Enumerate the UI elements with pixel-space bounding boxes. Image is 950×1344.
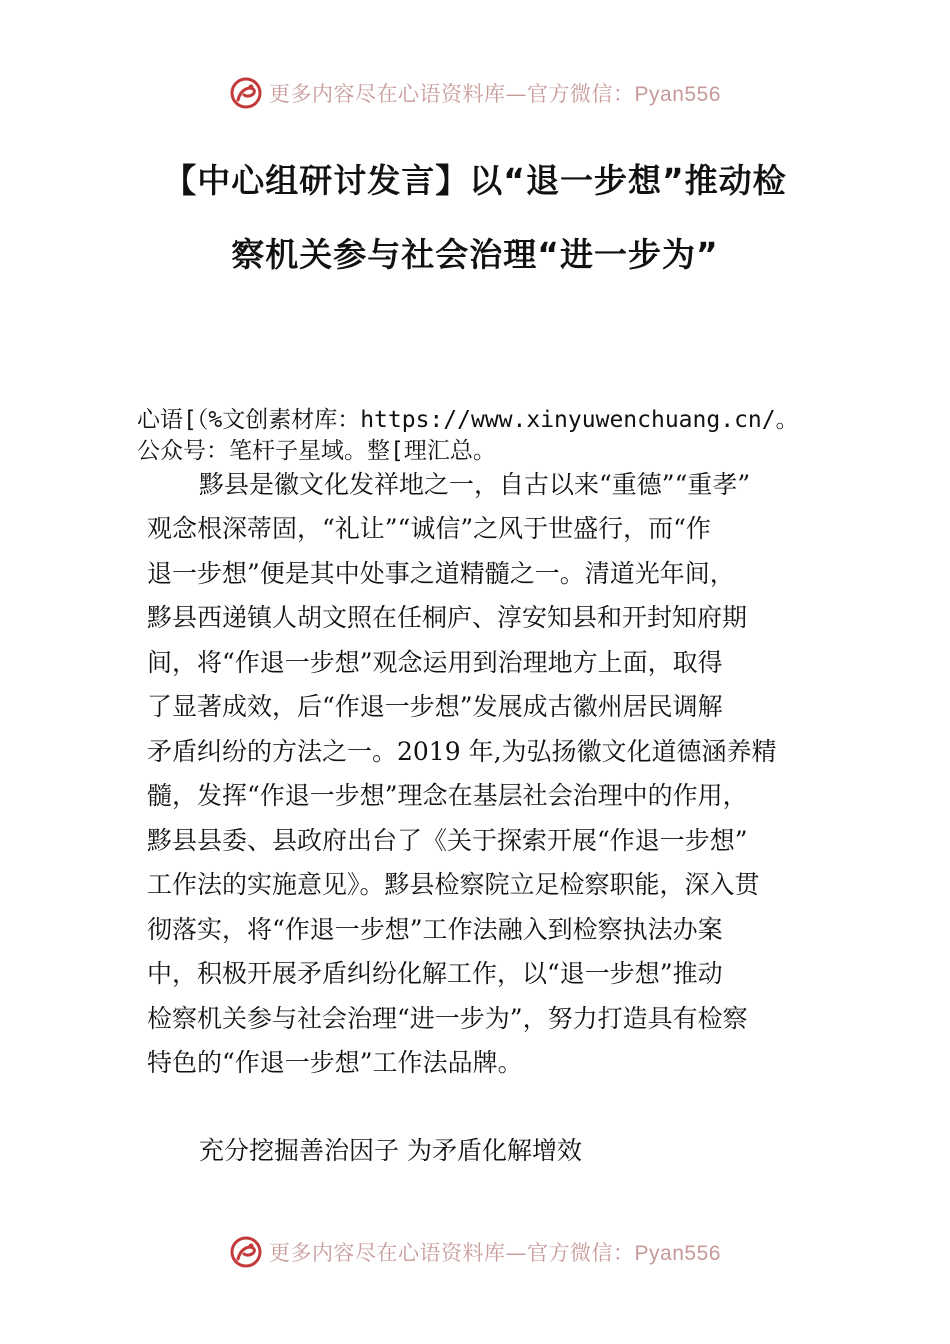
- watermark-text-cn: 更多内容尽在心语资料库—官方微信：: [269, 1241, 635, 1265]
- watermark-banner-bottom: [0, 1232, 950, 1272]
- body-line: 特色的“作退一步想”工作法品牌。: [147, 1048, 523, 1077]
- body-line: 黟县是徽文化发祥地之一，自古以来“重德”“重孝”: [199, 470, 751, 499]
- body-line: 退一步想”便是其中处事之道精髓之一。清道光年间，: [147, 559, 735, 588]
- swirl-logo-icon: [229, 76, 263, 110]
- body-line: 间，将“作退一步想”观念运用到治理地方上面，取得: [147, 648, 723, 677]
- body-line: 黟县县委、县政府出台了《关于探索开展“作退一步想”: [147, 826, 748, 855]
- body-line: 了显著成效，后“作退一步想”发展成古徽州居民调解: [147, 692, 723, 721]
- body-line: 检察机关参与社会治理“进一步为”，努力打造具有检察: [147, 1004, 748, 1033]
- source-line-2: 公众号：笔杆子星域。整[理汇总。: [137, 438, 496, 464]
- body-line: 观念根深蒂固，“礼让”“诚信”之风于世盛行，而“作: [147, 514, 711, 543]
- body-line: 矛盾纠纷的方法之一。2019 年,为弘扬徽文化道德涵养精: [147, 737, 777, 766]
- body-line: 黟县西递镇人胡文照在任桐庐、淳安知县和开封知府期: [147, 603, 748, 632]
- watermark-text-cn: 更多内容尽在心语资料库—官方微信：: [269, 82, 635, 106]
- watermark-wechat-id: Pyan556: [634, 1242, 721, 1265]
- body-line: 彻落实，将“作退一步想”工作法融入到检察执法办案: [147, 915, 723, 944]
- document-title-line-1: 【中心组研讨发言】以“退一步想”推动检: [163, 161, 787, 200]
- body-line: 髓，发挥“作退一步想”理念在基层社会治理中的作用，: [147, 781, 748, 810]
- document-title-line-2: 察机关参与社会治理“进一步为”: [231, 235, 719, 274]
- section-heading: 充分挖掘善治因子 为矛盾化解增效: [199, 1136, 582, 1165]
- watermark-text: [269, 78, 721, 108]
- watermark-text: [269, 1237, 721, 1267]
- body-line: 工作法的实施意见》。黟县检察院立足检察职能，深入贯: [147, 870, 760, 899]
- watermark-wechat-id: Pyan556: [634, 83, 721, 106]
- source-line-1: 心语[（%文创素材库：https://www.xinyuwenchuang.cn/。: [137, 407, 799, 433]
- watermark-banner-top: [0, 73, 950, 113]
- body-line: 中，积极开展矛盾纠纷化解工作，以“退一步想”推动: [147, 959, 723, 988]
- swirl-logo-icon: [229, 1235, 263, 1269]
